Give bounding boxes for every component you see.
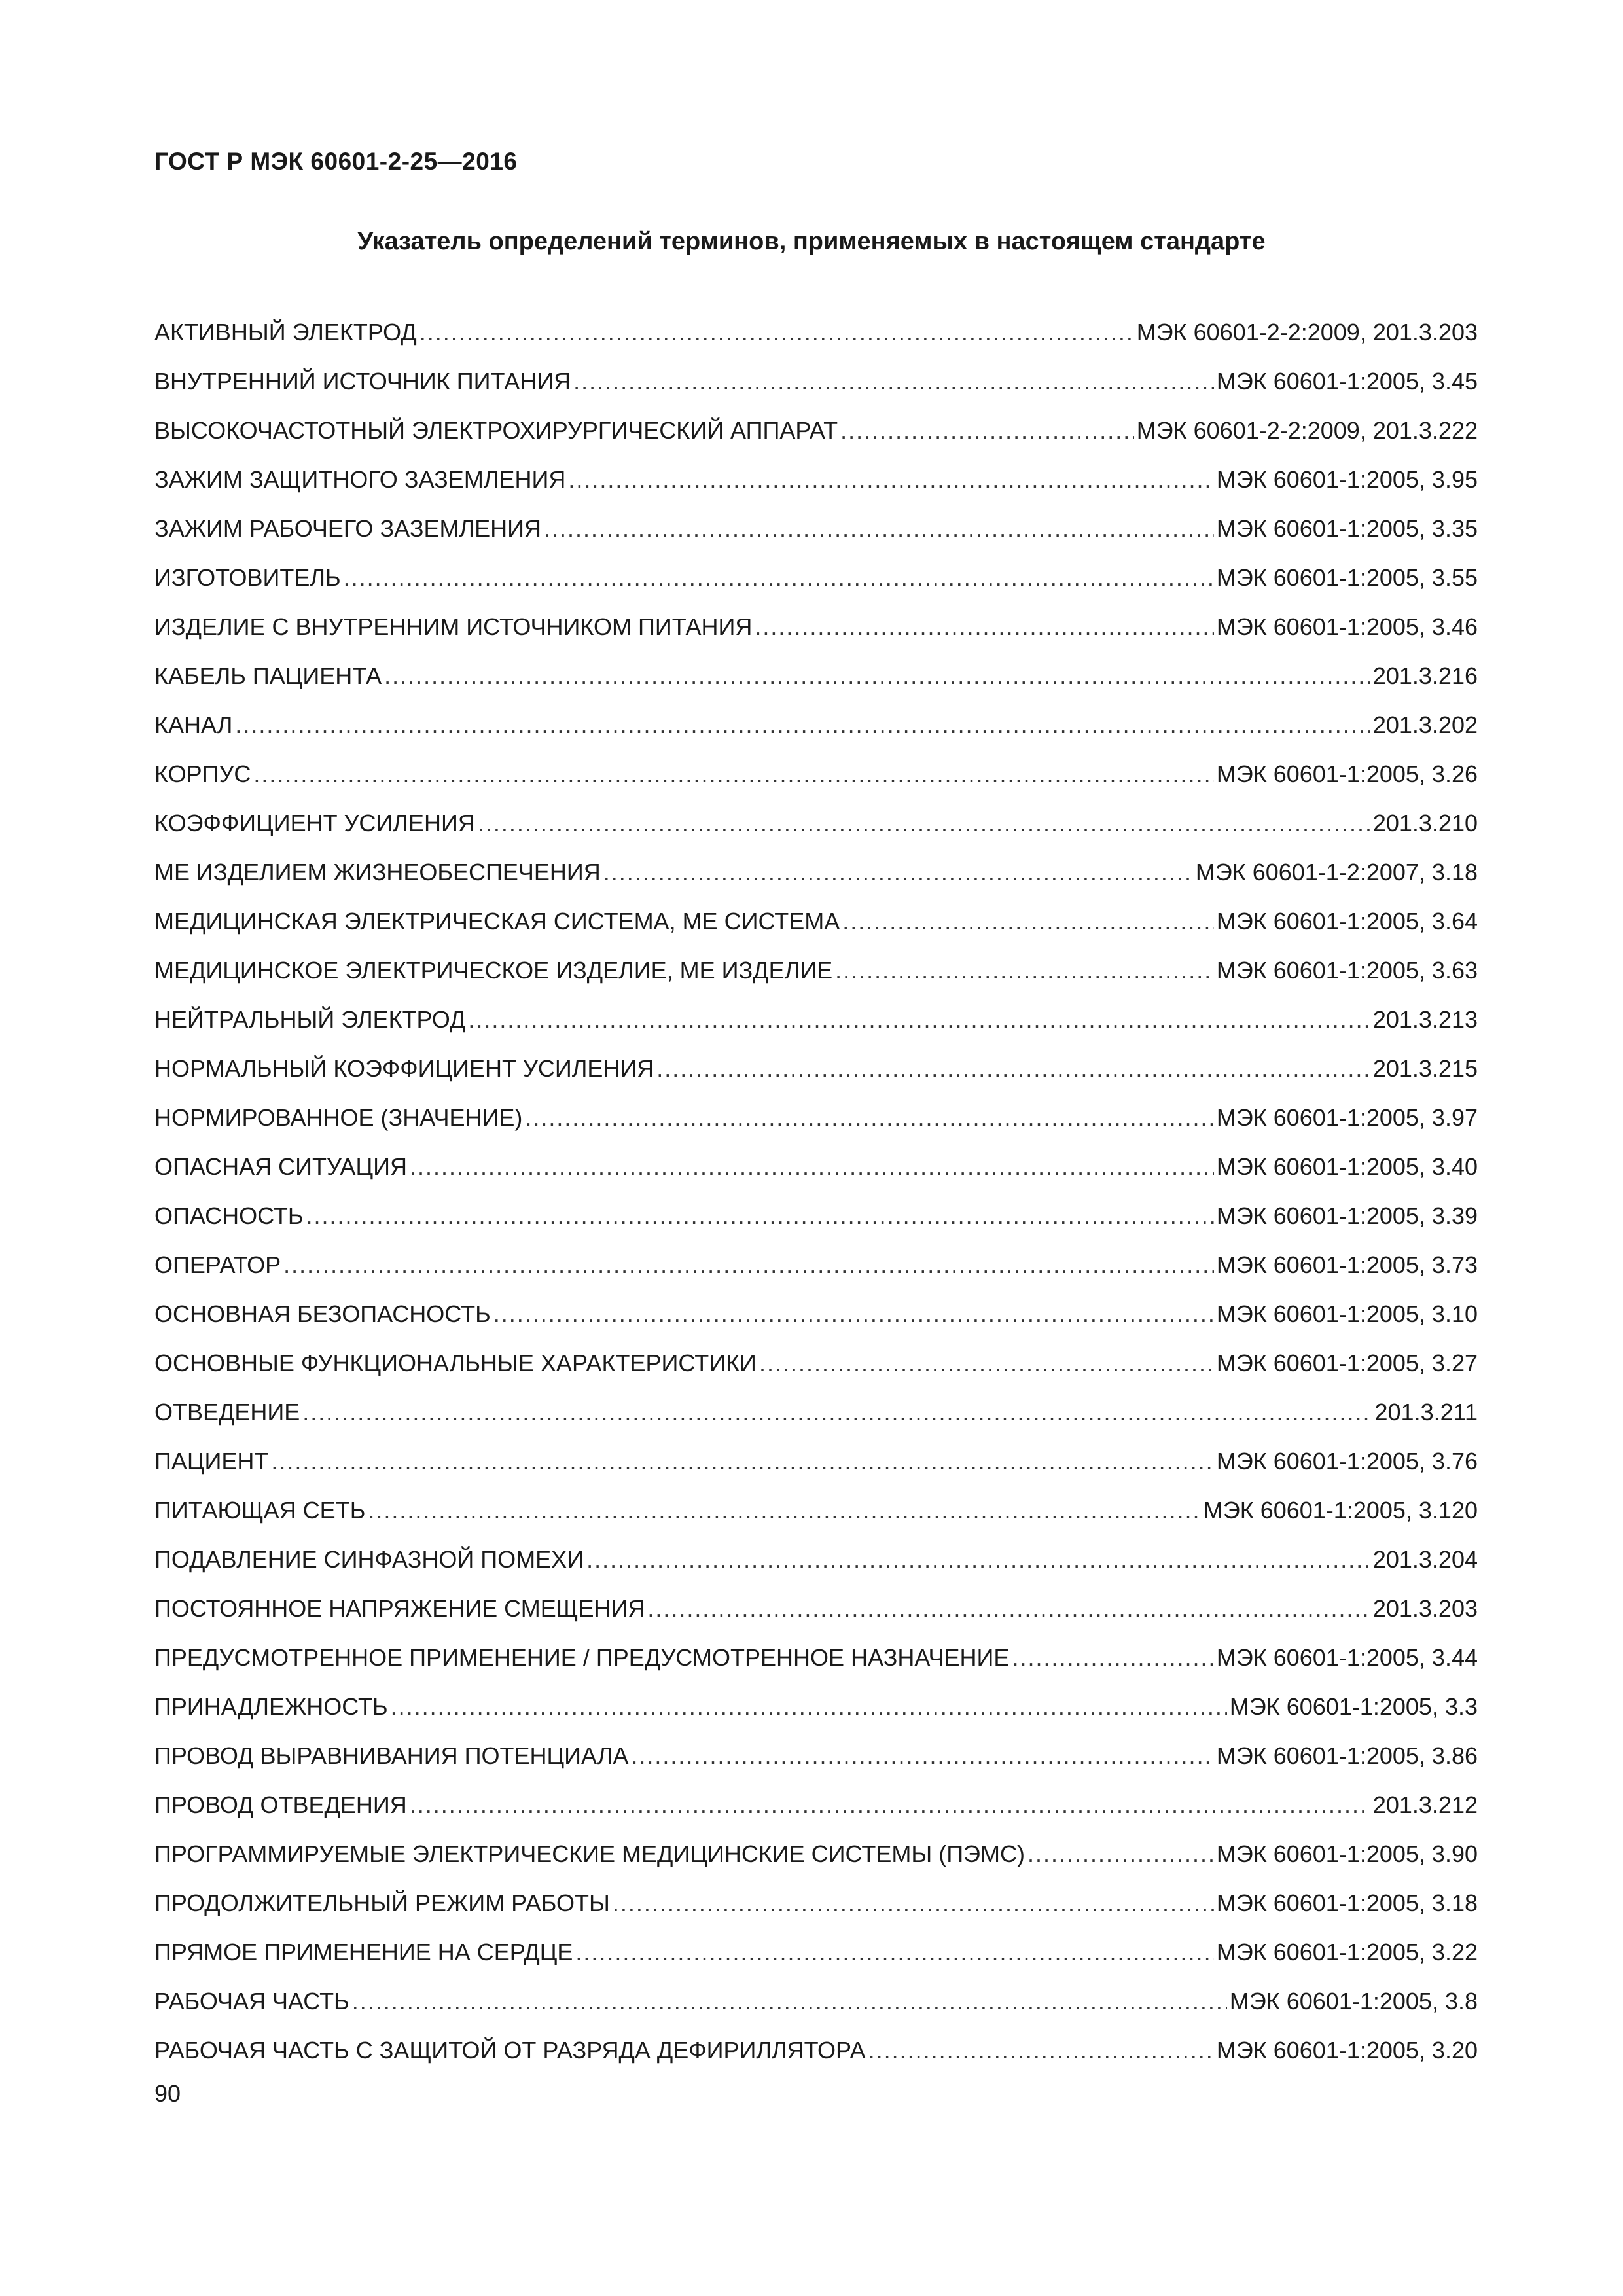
dot-leader [842,897,1214,946]
index-entry [154,308,1478,357]
index-entry-reference: МЭК 60601-1:2005, 3.64 [1216,908,1478,935]
dot-leader [410,1142,1214,1191]
index-entry-term: КАНАЛ [154,711,233,738]
index-entry-reference: МЭК 60601-1:2005, 3.73 [1216,1251,1478,1278]
index-entry-term: ПРОГРАММИРУЕМЫЕ ЭЛЕКТРИЧЕСКИЕ МЕДИЦИНСКИЕ СИСТЕМЫ (ПЭМС) [154,1840,1025,1867]
dot-leader [235,700,1370,749]
index-entry-reference: 201.3.215 [1372,1055,1478,1082]
index-entry-reference: МЭК 60601-1:2005, 3.95 [1216,466,1478,493]
dot-leader [302,1388,1372,1437]
index-entry [154,1928,1478,1977]
dot-leader [755,602,1213,651]
index-entry [154,848,1478,897]
index-entry-term: ИЗДЕЛИЕ С ВНУТРЕННИМ ИСТОЧНИКОМ ПИТАНИЯ [154,613,753,640]
dot-leader [613,1878,1214,1928]
index-entry [154,1338,1478,1388]
index-entry-term: ОПАСНАЯ СИТУАЦИЯ [154,1153,407,1180]
index-entry [154,504,1478,553]
dot-leader [840,406,1134,455]
index-entry-term: ПАЦИЕНТ [154,1448,269,1475]
index-entry-reference: МЭК 60601-1:2005, 3.20 [1216,2037,1478,2064]
index-entry [154,1044,1478,1093]
index-entry-reference: МЭК 60601-1:2005, 3.27 [1216,1350,1478,1376]
dot-leader [283,1240,1214,1289]
index-entry-term: ПРОДОЛЖИТЕЛЬНЫЙ РЕЖИМ РАБОТЫ [154,1890,610,1916]
index-entry-reference: МЭК 60601-1:2005, 3.55 [1216,564,1478,591]
index-entry-reference: 201.3.213 [1372,1006,1478,1033]
index-entry-term: АКТИВНЫЙ ЭЛЕКТРОД [154,319,417,346]
index-entry-reference: МЭК 60601-1:2005, 3.45 [1216,368,1478,395]
index-entry-reference: 201.3.203 [1372,1595,1478,1622]
index-entry [154,946,1478,995]
index-entry-term: ВЫСОКОЧАСТОТНЫЙ ЭЛЕКТРОХИРУРГИЧЕСКИЙ АППАРАТ [154,417,838,444]
dot-leader [544,504,1214,553]
index-entry-reference: МЭК 60601-1:2005, 3.97 [1216,1104,1478,1131]
index-entry-term: ПРОВОД ОТВЕДЕНИЯ [154,1791,407,1818]
index-entry [154,553,1478,602]
index-entry [154,1682,1478,1731]
index-entry-term: ИЗГОТОВИТЕЛЬ [154,564,341,591]
index-entry [154,1437,1478,1486]
dot-leader [344,553,1214,602]
index-entry [154,1093,1478,1142]
index-entry [154,602,1478,651]
index-entry [154,1289,1478,1338]
dot-leader [575,1928,1213,1977]
index-entry [154,357,1478,406]
index-entry-reference: 201.3.204 [1372,1546,1478,1573]
index-entry-term: ПИТАЮЩАЯ СЕТЬ [154,1497,366,1524]
index-entry-reference: МЭК 60601-1:2005, 3.63 [1216,957,1478,984]
index-entry [154,1191,1478,1240]
dot-leader [410,1780,1370,1829]
index-entry-reference: МЭК 60601-1:2005, 3.35 [1216,515,1478,542]
index-entry-reference: МЭК 60601-1:2005, 3.22 [1216,1939,1478,1965]
index-entry [154,1633,1478,1682]
dot-leader [271,1437,1213,1486]
dot-leader [493,1289,1214,1338]
index-entry-reference: 201.3.210 [1372,810,1478,836]
dot-leader [835,946,1214,995]
dot-leader [368,1486,1201,1535]
index-entry-term: ПРИНАДЛЕЖНОСТЬ [154,1693,388,1720]
dot-leader [391,1682,1227,1731]
dot-leader [352,1977,1227,2026]
index-entry-reference: МЭК 60601-1:2005, 3.44 [1216,1644,1478,1671]
index-entry [154,749,1478,798]
index-entry [154,798,1478,848]
index-entry-term: ОСНОВНАЯ БЕЗОПАСНОСТЬ [154,1300,491,1327]
index-entry-reference: 201.3.212 [1372,1791,1478,1818]
index-entry-term: ПРОВОД ВЫРАВНИВАНИЯ ПОТЕНЦИАЛА [154,1742,629,1769]
index-entry [154,1977,1478,2026]
index-entry [154,897,1478,946]
dot-leader [1027,1829,1214,1878]
index-entry [154,1878,1478,1928]
index-entry-reference: 201.3.211 [1374,1399,1478,1426]
index-entry [154,1486,1478,1535]
dot-leader [478,798,1370,848]
index-entry [154,1142,1478,1191]
index-entry-reference: 201.3.202 [1372,711,1478,738]
index-entry-term: НОРМАЛЬНЫЙ КОЭФФИЦИЕНТ УСИЛЕНИЯ [154,1055,654,1082]
dot-leader [759,1338,1214,1388]
index-entry-term: РАБОЧАЯ ЧАСТЬ [154,1988,349,2015]
dot-leader [419,308,1134,357]
index-title: Указатель определений терминов, применяемых в настоящем стандарте [357,228,1266,255]
index-entry [154,1829,1478,1878]
index-entry-term: НЕЙТРАЛЬНЫЙ ЭЛЕКТРОД [154,1006,466,1033]
index-entry-reference: МЭК 60601-2-2:2009, 201.3.203 [1136,319,1478,346]
dot-leader [647,1584,1370,1633]
index-entry-term: ПРЕДУСМОТРЕННОЕ ПРИМЕНЕНИЕ / ПРЕДУСМОТРЕННОЕ НАЗНАЧЕНИЕ [154,1644,1010,1671]
index-entry [154,2026,1478,2075]
index-entry-reference: МЭК 60601-1-2:2007, 3.18 [1195,859,1478,886]
index-entry [154,651,1478,700]
index-entry-reference: МЭК 60601-1:2005, 3.76 [1216,1448,1478,1475]
index-entry [154,1388,1478,1437]
index-entry-term: ВНУТРЕННИЙ ИСТОЧНИК ПИТАНИЯ [154,368,571,395]
index-entry-term: КАБЕЛЬ ПАЦИЕНТА [154,662,382,689]
index-entry-term: КОРПУС [154,761,251,787]
index-entry-reference: МЭК 60601-1:2005, 3.39 [1216,1202,1478,1229]
index-entry-term: МЕДИЦИНСКОЕ ЭЛЕКТРИЧЕСКОЕ ИЗДЕЛИЕ, МЕ ИЗДЕЛИЕ [154,957,833,984]
dot-leader [384,651,1370,700]
dot-leader [573,357,1214,406]
index-entry-reference: МЭК 60601-1:2005, 3.8 [1229,1988,1478,2015]
index-entry [154,406,1478,455]
dot-leader [603,848,1193,897]
index-entry-reference: МЭК 60601-1:2005, 3.86 [1216,1742,1478,1769]
index-entry [154,995,1478,1044]
dot-leader [868,2026,1214,2075]
index-entry [154,1731,1478,1780]
index-entry-term: МЕДИЦИНСКАЯ ЭЛЕКТРИЧЕСКАЯ СИСТЕМА, МЕ СИСТЕМА [154,908,840,935]
dot-leader [656,1044,1370,1093]
index-entry-reference: 201.3.216 [1372,662,1478,689]
index-entry [154,1584,1478,1633]
index-entry-reference: МЭК 60601-1:2005, 3.46 [1216,613,1478,640]
dot-leader [568,455,1214,504]
index-entry-term: КОЭФФИЦИЕНТ УСИЛЕНИЯ [154,810,475,836]
index-entry [154,1240,1478,1289]
index-entry-reference: МЭК 60601-1:2005, 3.26 [1216,761,1478,787]
index-entry-term: ОСНОВНЫЕ ФУНКЦИОНАЛЬНЫЕ ХАРАКТЕРИСТИКИ [154,1350,757,1376]
dot-leader [525,1093,1214,1142]
index-entry-term: НОРМИРОВАННОЕ (ЗНАЧЕНИЕ) [154,1104,523,1131]
index-entry-reference: МЭК 60601-1:2005, 3.10 [1216,1300,1478,1327]
index-entry-term: ОПАСНОСТЬ [154,1202,304,1229]
index-entry-term: МЕ ИЗДЕЛИЕМ ЖИЗНЕОБЕСПЕЧЕНИЯ [154,859,601,886]
term-index-list [154,308,1478,2075]
dot-leader [631,1731,1213,1780]
index-entry-term: ЗАЖИМ ЗАЩИТНОГО ЗАЗЕМЛЕНИЯ [154,466,566,493]
document-header: ГОСТ Р МЭК 60601-2-25—2016 [154,148,518,175]
index-entry [154,455,1478,504]
index-entry-term: ОТВЕДЕНИЕ [154,1399,300,1426]
page-number: 90 [154,2080,181,2107]
index-entry-reference: МЭК 60601-1:2005, 3.18 [1216,1890,1478,1916]
dot-leader [1012,1633,1213,1682]
index-entry-term: ПОСТОЯННОЕ НАПРЯЖЕНИЕ СМЕЩЕНИЯ [154,1595,645,1622]
index-entry-reference: МЭК 60601-1:2005, 3.40 [1216,1153,1478,1180]
index-entry-reference: МЭК 60601-2-2:2009, 201.3.222 [1136,417,1478,444]
index-entry-reference: МЭК 60601-1:2005, 3.120 [1203,1497,1478,1524]
dot-leader [306,1191,1214,1240]
index-entry-term: ПРЯМОЕ ПРИМЕНЕНИЕ НА СЕРДЦЕ [154,1939,573,1965]
index-entry [154,700,1478,749]
index-entry-term: РАБОЧАЯ ЧАСТЬ С ЗАЩИТОЙ ОТ РАЗРЯДА ДЕФИРИЛЛЯТОРА [154,2037,866,2064]
index-entry-reference: МЭК 60601-1:2005, 3.90 [1216,1840,1478,1867]
index-entry-reference: МЭК 60601-1:2005, 3.3 [1229,1693,1478,1720]
index-entry [154,1535,1478,1584]
index-entry-term: ПОДАВЛЕНИЕ СИНФАЗНОЙ ПОМЕХИ [154,1546,584,1573]
dot-leader [586,1535,1370,1584]
index-entry-term: ОПЕРАТОР [154,1251,281,1278]
index-entry [154,1780,1478,1829]
dot-leader [468,995,1370,1044]
index-entry-term: ЗАЖИМ РАБОЧЕГО ЗАЗЕМЛЕНИЯ [154,515,541,542]
dot-leader [253,749,1214,798]
